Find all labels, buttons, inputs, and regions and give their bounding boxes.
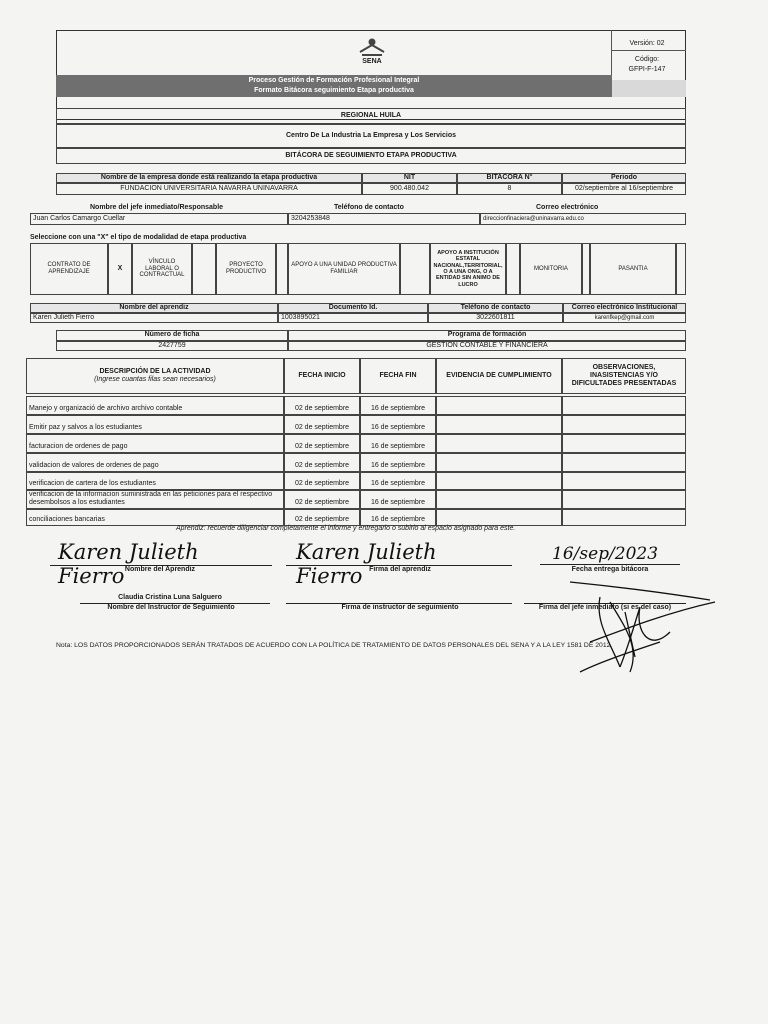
- modalidad-familiar-mark: [400, 243, 430, 295]
- code-value: GFPI-F-147: [628, 66, 666, 73]
- modalidad-institucion-mark: [506, 243, 520, 295]
- activity-observations: [562, 415, 686, 434]
- activity-desc: Emitir paz y salvos a los estudiantes: [26, 415, 284, 434]
- bitacora-title: BITÁCORA DE SEGUIMIENTO ETAPA PRODUCTIVA: [56, 148, 686, 164]
- activity-start: 02 de septiembre: [284, 509, 360, 526]
- band-right: [612, 80, 686, 97]
- periodo-value: 02/septiembre al 16/septiembre: [562, 183, 686, 195]
- code-label: Código:: [634, 56, 660, 63]
- instructor-sig-label: Firma de instructor de seguimiento: [341, 604, 459, 611]
- activities-table: [26, 358, 686, 526]
- apprentice-note: Aprendiz: recuerde diligenciar completamente el informe y entregarlo o subirlo al espacio asignado para este.: [176, 525, 516, 532]
- sena-logo-text: SENA: [362, 58, 382, 65]
- version-box-border: [611, 30, 612, 80]
- activity-end: 16 de septiembre: [360, 396, 436, 415]
- activity-evidence: [436, 472, 562, 490]
- modalidad-contrato-mark: X: [108, 243, 132, 295]
- apprentice-name-label: Nombre del Aprendiz: [124, 566, 196, 573]
- nit-label: NIT: [362, 173, 457, 183]
- activity-end: 16 de septiembre: [360, 453, 436, 472]
- aprendiz-name-label: Nombre del aprendiz: [30, 303, 278, 313]
- activity-start: 02 de septiembre: [284, 434, 360, 453]
- activity-evidence: [436, 453, 562, 472]
- activity-observations: [562, 472, 686, 490]
- col-desc-header: [26, 358, 284, 394]
- activity-end: 16 de septiembre: [360, 490, 436, 509]
- activity-desc: conciliaciones bancarias: [26, 509, 284, 526]
- company-label: Nombre de la empresa donde está realizando la etapa productiva: [56, 173, 362, 183]
- modalidad-vinculo: VÍNCULO LABORAL O CONTRACTUAL: [132, 243, 192, 295]
- activity-observations: [562, 509, 686, 526]
- version-divider: [612, 50, 686, 51]
- aprendiz-doc-value: 1003895021: [278, 313, 428, 323]
- ficha-value: 2427759: [56, 341, 288, 351]
- modalidad-monitoria-mark: [582, 243, 590, 295]
- col-desc-note: (Ingrese cuantas filas sean necesarios): [94, 376, 216, 383]
- modalidad-instruction: Seleccione con una "X" el tipo de modalidad de etapa productiva: [30, 234, 247, 241]
- activity-observations: [562, 396, 686, 415]
- jefe-signature-scribble: [540, 572, 720, 677]
- col-desc-title: DESCRIPCIÓN DE LA ACTIVIDAD: [99, 367, 211, 375]
- activity-start: 02 de septiembre: [284, 472, 360, 490]
- activity-start: 02 de septiembre: [284, 453, 360, 472]
- instructor-name: Claudia Cristina Luna Salguero: [118, 594, 222, 601]
- activity-start: 02 de septiembre: [284, 396, 360, 415]
- modalidad-contrato: CONTRATO DE APRENDIZAJE: [30, 243, 108, 295]
- activity-desc: facturacion de ordenes de pago: [26, 434, 284, 453]
- centro-label: Centro De La Industria La Empresa y Los Servicios: [56, 124, 686, 148]
- activity-evidence: [436, 490, 562, 509]
- activity-start: 02 de septiembre: [284, 415, 360, 434]
- aprendiz-email-value: karenfkep@gmail.com: [563, 313, 686, 323]
- activity-evidence: [436, 509, 562, 526]
- activity-observations: [562, 490, 686, 509]
- format-title: Formato Bitácora seguimiento Etapa productiva: [56, 86, 612, 97]
- activity-observations: [562, 434, 686, 453]
- activity-desc: validacion de valores de ordenes de pago: [26, 453, 284, 472]
- col-start-header: FECHA INICIO: [284, 358, 360, 394]
- col-obs-header: OBSERVACIONES, INASISTENCIAS Y/O DIFICULTADES PRESENTADAS: [562, 358, 686, 394]
- bitacora-number-value: 8: [457, 183, 562, 195]
- apprentice-signature: Karen Julieth Fierro: [296, 540, 437, 588]
- jefe-label: Nombre del jefe inmediato/Responsable: [90, 204, 224, 211]
- activity-end: 16 de septiembre: [360, 472, 436, 490]
- modalidad-pasantia: PASANTIA: [590, 243, 676, 295]
- col-end-header: FECHA FIN: [360, 358, 436, 394]
- periodo-label: Periodo: [562, 173, 686, 183]
- jefe-email-value: direccionfinaciera@uninavarra.edu.co: [480, 213, 686, 225]
- jefe-email-label: Correo electrónico: [536, 204, 599, 211]
- programa-label: Programa de formación: [288, 330, 686, 341]
- activity-end: 16 de septiembre: [360, 434, 436, 453]
- apprentice-name-handwritten: Karen Julieth Fierro: [58, 540, 199, 588]
- activity-evidence: [436, 396, 562, 415]
- programa-value: GESTION CONTABLE Y FINANCIERA: [288, 341, 686, 351]
- activity-desc: verificacion de la informacion suministrada en las peticiones para el respectivo desembolsos a los estudiantes: [26, 490, 284, 509]
- aprendiz-email-label: Correo electrónico Institucional: [563, 303, 686, 313]
- jefe-phone-label: Teléfono de contacto: [334, 204, 404, 211]
- company-value: FUNDACION UNIVERSITARIA NAVARRA UNINAVARRA: [56, 183, 362, 195]
- activity-evidence: [436, 434, 562, 453]
- delivery-date-label: Fecha entrega bitácora: [571, 566, 649, 573]
- nit-value: 900.480.042: [362, 183, 457, 195]
- modalidad-monitoria: MONITORIA: [520, 243, 582, 295]
- aprendiz-phone-label: Teléfono de contacto: [428, 303, 563, 313]
- footer-note: Nota: LOS DATOS PROPORCIONADOS SERÁN TRATADOS DE ACUERDO CON LA POLÍTICA DE TRATAMIENTO DE DATOS PERSONALES DEL SENA Y A LA LEY 1581 DE 2012.: [56, 642, 613, 649]
- activity-end: 16 de septiembre: [360, 509, 436, 526]
- aprendiz-name-value: Karen Julieth Fierro: [30, 313, 278, 323]
- activity-start: 02 de septiembre: [284, 490, 360, 509]
- modalidad-vinculo-mark: [192, 243, 216, 295]
- apprentice-sig-label: Firma del aprendiz: [369, 566, 431, 573]
- modalidad-pasantia-mark: [676, 243, 686, 295]
- ficha-label: Número de ficha: [56, 330, 288, 341]
- aprendiz-phone-value: 3022601811: [428, 313, 563, 323]
- activity-end: 16 de septiembre: [360, 415, 436, 434]
- activity-desc: verificacion de cartera de los estudiantes: [26, 472, 284, 490]
- version-label: Versión: 02: [629, 40, 665, 47]
- bitacora-number-label: BITACORA N°: [457, 173, 562, 183]
- delivery-date-handwritten: 16/sep/2023: [552, 544, 659, 564]
- activity-evidence: [436, 415, 562, 434]
- col-evidence-header: EVIDENCIA DE CUMPLIMIENTO: [436, 358, 562, 394]
- activity-desc: Manejo y organizació de archivo archivo contable: [26, 396, 284, 415]
- modalidad-institucion: APOYO A INSTITUCIÓN ESTATAL NACIONAL,TERRITORIAL, O A UNA ONG, O A ENTIDAD SIN ANIMO DE LUCRO: [430, 243, 506, 295]
- instructor-name-label: Nombre del Instructor de Seguimiento: [107, 604, 235, 611]
- aprendiz-doc-label: Documento Id.: [278, 303, 428, 313]
- modalidad-familiar: APOYO A UNA UNIDAD PRODUCTIVA FAMILIAR: [288, 243, 400, 295]
- activity-observations: [562, 453, 686, 472]
- regional-label: REGIONAL HUILA: [56, 108, 686, 124]
- jefe-phone-value: 3204253848: [288, 213, 480, 225]
- modalidad-proyecto: PROYECTO PRODUCTIVO: [216, 243, 276, 295]
- jefe-sig-label: Firma del jefe inmediato (si es del caso): [538, 604, 672, 611]
- modalidad-proyecto-mark: [276, 243, 288, 295]
- date-line: [540, 564, 680, 565]
- jefe-value: Juan Carlos Camargo Cuellar: [30, 213, 288, 225]
- process-title: Proceso Gestión de Formación Profesional Integral: [56, 75, 612, 86]
